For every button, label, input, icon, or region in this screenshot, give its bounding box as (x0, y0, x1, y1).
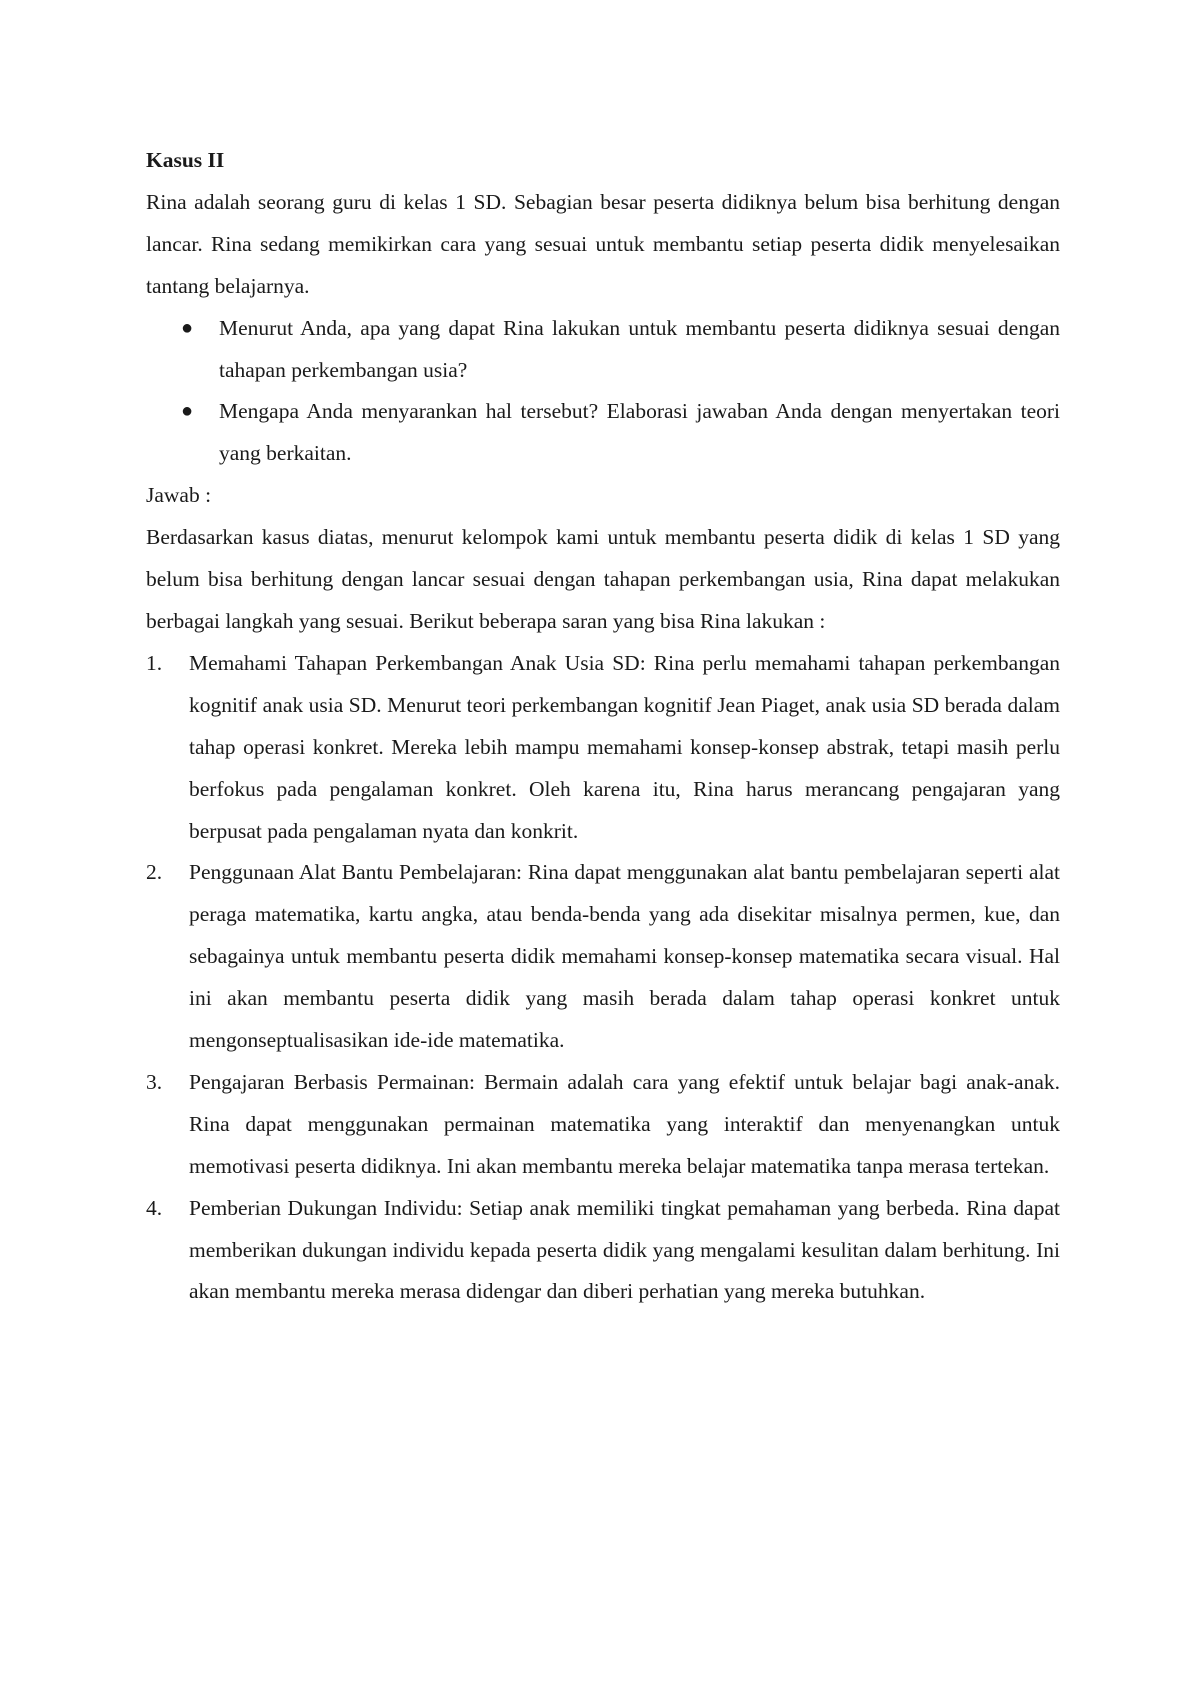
item-number: 2. (146, 860, 163, 885)
document-page (146, 140, 1060, 1313)
answer-intro-paragraph: Berdasarkan kasus diatas, menurut kelompok kami untuk membantu peserta didik di kelas 1 SD yang belum bisa berhitung dengan lancar sesuai dengan tahapan perkembangan usia, Rina dapat melakukan berbagai langkah yang sesuai. Berikut beberapa saran yang bisa Rina lakukan : (146, 525, 1060, 633)
question-list (146, 308, 1060, 476)
item-number: 3. (146, 1069, 163, 1094)
question-item (181, 391, 1060, 475)
bullet-icon: ● (181, 400, 194, 423)
item-number: 1. (146, 650, 163, 675)
suggestion-text: Penggunaan Alat Bantu Pembelajaran: Rina dapat menggunakan alat bantu pembelajaran seperti alat peraga matematika, kartu angka, atau benda-benda yang ada disekitar misalnya permen, kue, dan sebagainya untuk membantu peserta didik memahami konsep-konsep matematika secara visual. Hal ini akan membantu peserta didik yang masih berada dalam tahap operasi konkret untuk mengonseptualisasikan ide-ide matematika. (189, 860, 1060, 1053)
suggestion-item (146, 643, 1060, 853)
case-intro-paragraph: Rina adalah seorang guru di kelas 1 SD. Sebagian besar peserta didiknya belum bisa berhitung dengan lancar. Rina sedang memikirkan cara yang sesuai untuk membantu setiap peserta didik menyelesaikan tantang belajarnya. (146, 189, 1060, 298)
answer-label: Jawab : (146, 483, 212, 508)
suggestion-text: Pengajaran Berbasis Permainan: Bermain adalah cara yang efektif untuk belajar bagi anak-anak. Rina dapat menggunakan permainan matematika yang interaktif dan menyenangkan untuk memotivasi peserta didiknya. Ini akan membantu mereka belajar matematika tanpa merasa tertekan. (189, 1069, 1060, 1178)
suggestion-text: Pemberian Dukungan Individu: Setiap anak memiliki tingkat pemahaman yang berbeda. Rina dapat memberikan dukungan individu kepada peserta didik yang mengalami kesulitan dalam berhitung. Ini akan membantu mereka merasa didengar dan diberi perhatian yang mereka butuhkan. (189, 1195, 1060, 1304)
question-text: Menurut Anda, apa yang dapat Rina lakukan untuk membantu peserta didiknya sesuai dengan tahapan perkembangan usia? (219, 315, 1060, 382)
suggestion-list (146, 643, 1060, 1314)
suggestion-item (146, 1188, 1060, 1314)
suggestion-item (146, 852, 1060, 1062)
bullet-icon: ● (181, 316, 194, 339)
question-text: Mengapa Anda menyarankan hal tersebut? Elaborasi jawaban Anda dengan menyertakan teori yang berkaitan. (219, 399, 1060, 466)
suggestion-item (146, 1062, 1060, 1188)
suggestion-text: Memahami Tahapan Perkembangan Anak Usia SD: Rina perlu memahami tahapan perkembangan kognitif anak usia SD. Menurut teori perkembangan kognitif Jean Piaget, anak usia SD berada dalam tahap operasi konkret. Mereka lebih mampu memahami konsep-konsep abstrak, tetapi masih perlu berfokus pada pengalaman konkret. Oleh karena itu, Rina harus merancang pengajaran yang berpusat pada pengalaman nyata dan konkrit. (189, 650, 1060, 843)
case-heading: Kasus II (146, 148, 225, 172)
question-item (181, 308, 1060, 392)
item-number: 4. (146, 1195, 163, 1220)
